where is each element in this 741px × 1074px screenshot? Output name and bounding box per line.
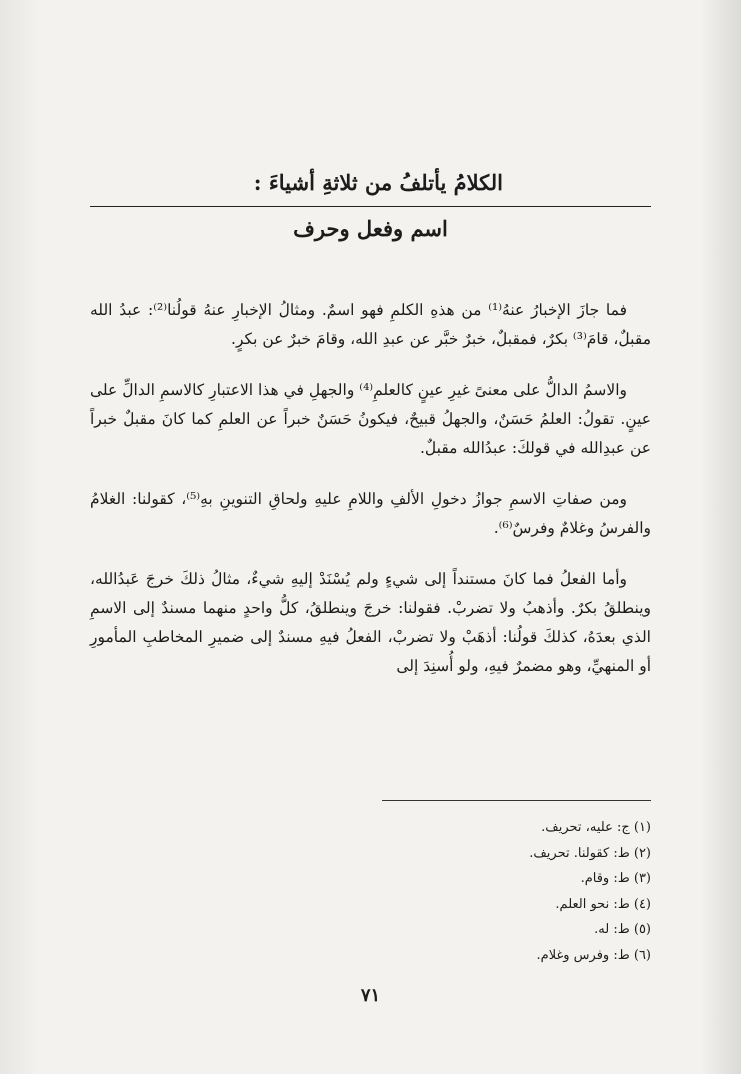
footnote-6: (٦) ط: وفرس وغلام. (536, 947, 651, 963)
footnote-2: (٢) ط: كقولنا. تحريف. (529, 845, 651, 861)
page-number: ٧١ (360, 985, 381, 1006)
section-subheading: اسم وفعل وحرف (293, 216, 448, 241)
footnotes-list (251, 815, 651, 968)
footnote-divider (382, 800, 651, 801)
footnote-5: (٥) ط: له. (594, 922, 651, 937)
section-heading: الكلامُ يأتلفُ من ثلاثةِ أشياءَ : (253, 170, 503, 195)
footnote-1: (١) ج: عليه، تحريف. (541, 820, 651, 835)
paragraph-1: فما جازَ الإخبارُ عنهُ⁽¹⁾ من هذهِ الكلمِ فهو اسمٌ. ومثالُ الإخبارِ عنهُ قولُنا⁽²⁾: عبدُ الله مقبلٌ، قامَ⁽³⁾ بكرٌ، فمقبلٌ، خبرٌ خبَّر عن عبدِ الله، وقامَ خبرٌ عن بكرٍ. (90, 301, 651, 348)
main-text (90, 296, 651, 703)
footnote-3: (٣) ط: وقام. (580, 871, 651, 886)
paragraph-4: وأما الفعلُ فما كانَ مستنداً إلى شيءٍ ولم يُسْنَدْ إليهِ شيءٌ، مثالُ ذلكَ خرجَ عَبدُالله، وينطلقُ بكرٌ. وأذهبُ ولا تضربْ. فقولنا: خرجَ وينطلقُ، كلُّ واحدٍ منهما مسندٌ إلى الاسمِ الذي بعدَهُ، كذلكَ قولُنا: أذهَبْ ولا تضربْ، الفعلُ فيهِ مسندٌ إلى ضميرِ المخاطبِ المأمورِ أو المنهيِّ، وهو مضمرٌ فيهِ، ولو أُسنِدَ إلى (90, 570, 651, 675)
paragraph-2: والاسمُ الدالُّ على معنىً غيرِ عينٍ كالعلمِ⁽⁴⁾ والجهلِ في هذا الاعتبارِ كالاسمِ الدالِّ على عينٍ. تقولُ: العلمُ حَسَنٌ، والجهلُ قبيحٌ، فيكونُ حَسَنٌ خبراً عن العلمِ كما كانَ مقبلٌ خبراً عن عبدِالله في قولكَ: عبدُالله مقبلٌ. (90, 381, 651, 457)
footnote-4: (٤) ط: نحو العلم. (555, 896, 651, 912)
paragraph-3: ومن صفاتِ الاسمِ جوازُ دخولِ الألفِ واللامِ عليهِ ولحاقِ التنوينِ بهِ⁽⁵⁾، كقولنا: الغلامُ والفرسُ وغلامٌ وفرسٌ⁽⁶⁾. (90, 490, 651, 537)
heading-divider (90, 206, 651, 207)
